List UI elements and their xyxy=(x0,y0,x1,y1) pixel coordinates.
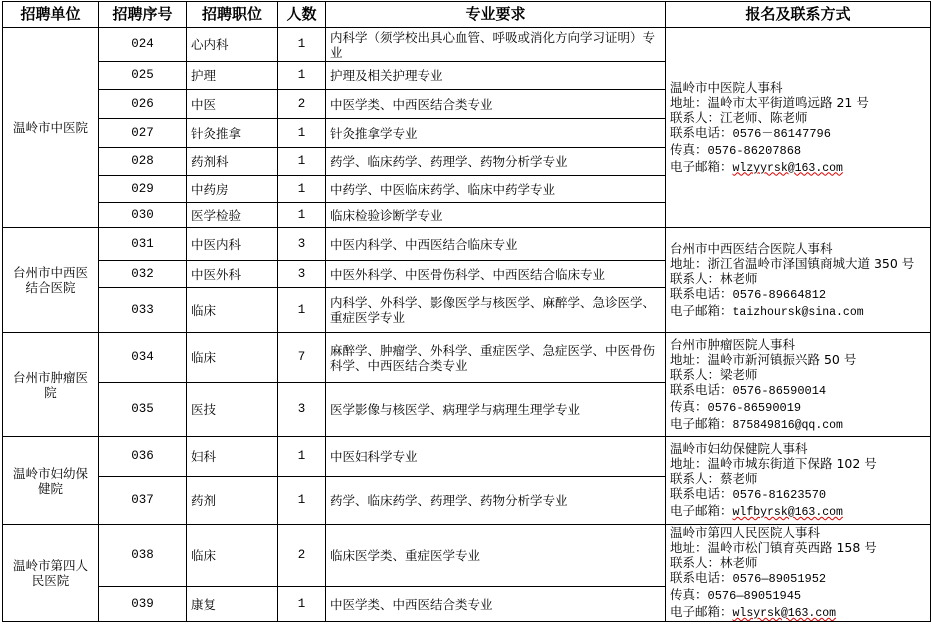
contact-dept: 台州市中西医结合医院人事科 xyxy=(670,240,833,256)
email-label: 电子邮箱： xyxy=(670,158,733,174)
contact-address: 地址：温岭市太平街道鸣远路 21 号 xyxy=(670,94,869,110)
email-link[interactable]: wlfbyrsk@163.com xyxy=(732,506,843,519)
position-cell: 药剂科 xyxy=(187,148,278,176)
contact-address: 地址：温岭市城东街道下保路 102 号 xyxy=(670,456,877,471)
email-link[interactable]: wlzyyrsk@163.com xyxy=(732,161,843,175)
count-cell: 1 xyxy=(278,288,326,333)
unit-name: 温岭市第四人民医院 xyxy=(3,525,99,622)
position-cell: 针灸推拿 xyxy=(187,119,278,148)
contact-person: 联系人：江老师、陈老师 xyxy=(670,109,808,125)
count-cell: 3 xyxy=(278,383,326,437)
fax-number: 0576—89051945 xyxy=(707,589,802,603)
code-cell: 035 xyxy=(99,383,187,437)
contact-dept: 温岭市第四人民医院人事科 xyxy=(670,525,821,540)
phone-number: 0576-89664812 xyxy=(732,287,827,302)
major-cell: 针灸推拿学专业 xyxy=(326,119,666,148)
email-label: 电子邮箱： xyxy=(670,302,733,318)
major-cell: 中医学类、中西医结合类专业 xyxy=(326,90,666,119)
count-cell: 1 xyxy=(278,62,326,90)
contact-person: 联系人：林老师 xyxy=(670,555,758,570)
phone-label: 联系电话： xyxy=(670,486,733,501)
count-cell: 2 xyxy=(278,525,326,587)
major-cell: 临床医学类、重症医学专业 xyxy=(326,525,666,587)
major-cell: 医学影像与核医学、病理学与病理生理学专业 xyxy=(326,383,666,437)
position-cell: 临床 xyxy=(187,333,278,383)
code-cell: 038 xyxy=(99,525,187,587)
count-cell: 1 xyxy=(278,148,326,176)
table-row xyxy=(3,28,931,62)
major-cell: 药学、临床药学、药理学、药物分析学专业 xyxy=(326,477,666,525)
header-count: 人数 xyxy=(278,2,326,28)
unit-name: 温岭市中医院 xyxy=(3,28,99,228)
major-cell: 药学、临床药学、药理学、药物分析学专业 xyxy=(326,148,666,176)
fax-label: 传真： xyxy=(670,398,708,414)
count-cell: 1 xyxy=(278,437,326,477)
position-cell: 心内科 xyxy=(187,28,278,62)
major-cell: 内科学、外科学、影像医学与核医学、麻醉学、急诊医学、重症医学专业 xyxy=(326,288,666,333)
contact-email-line xyxy=(670,416,926,433)
contact-phone-line xyxy=(670,570,926,587)
major-cell: 中医妇科学专业 xyxy=(326,437,666,477)
count-cell: 1 xyxy=(278,28,326,62)
fax-number: 0576-86207868 xyxy=(707,143,802,158)
position-cell: 中医 xyxy=(187,90,278,119)
phone-label: 联系电话： xyxy=(670,285,733,301)
contact-cell xyxy=(666,333,931,437)
position-cell: 中药房 xyxy=(187,176,278,203)
email-link[interactable]: taizhoursk@sina.com xyxy=(732,305,864,319)
phone-label: 联系电话： xyxy=(670,124,733,140)
table-row xyxy=(3,525,931,587)
contact-dept: 温岭市中医院人事科 xyxy=(670,79,783,95)
header-code: 招聘序号 xyxy=(99,2,187,28)
contact-person: 联系人：林老师 xyxy=(670,270,758,286)
code-cell: 029 xyxy=(99,176,187,203)
major-cell: 中医外科学、中医骨伤科学、中西医结合临床专业 xyxy=(326,261,666,288)
phone-number: 0576-81623570 xyxy=(732,488,827,502)
position-cell: 临床 xyxy=(187,525,278,587)
position-cell: 医学检验 xyxy=(187,203,278,228)
code-cell: 026 xyxy=(99,90,187,119)
code-cell: 034 xyxy=(99,333,187,383)
contact-email-line xyxy=(670,604,926,621)
contact-phone-line xyxy=(670,286,926,303)
count-cell: 3 xyxy=(278,228,326,261)
email-link[interactable]: wlsyrsk@163.com xyxy=(732,607,837,620)
contact-email-line xyxy=(670,503,926,520)
code-cell: 032 xyxy=(99,261,187,288)
unit-name: 台州市中西医结合医院 xyxy=(3,228,99,333)
contact-cell xyxy=(666,28,931,228)
contact-fax-line xyxy=(670,142,926,159)
major-cell: 内科学（须学校出具心血管、呼吸或消化方向学习证明）专业 xyxy=(326,28,666,62)
major-cell: 护理及相关护理专业 xyxy=(326,62,666,90)
code-cell: 036 xyxy=(99,437,187,477)
position-cell: 临床 xyxy=(187,288,278,333)
count-cell: 7 xyxy=(278,333,326,383)
unit-name: 台州市肿瘤医院 xyxy=(3,333,99,437)
position-cell: 药剂 xyxy=(187,477,278,525)
contact-email-line xyxy=(670,159,926,176)
email-label: 电子邮箱： xyxy=(670,415,733,431)
contact-person: 联系人：梁老师 xyxy=(670,366,758,382)
code-cell: 025 xyxy=(99,62,187,90)
count-cell: 1 xyxy=(278,477,326,525)
phone-number: 0576-86590014 xyxy=(732,383,827,398)
fax-number: 0576-86590019 xyxy=(707,400,802,415)
code-cell: 031 xyxy=(99,228,187,261)
header-unit: 招聘单位 xyxy=(3,2,99,28)
code-cell: 033 xyxy=(99,288,187,333)
phone-number: 0576—89051952 xyxy=(732,572,827,586)
header-major: 专业要求 xyxy=(326,2,666,28)
contact-dept: 温岭市妇幼保健院人事科 xyxy=(670,441,808,456)
code-cell: 027 xyxy=(99,119,187,148)
header-row xyxy=(3,2,931,28)
contact-fax-line xyxy=(670,587,926,604)
major-cell: 中医学类、中西医结合类专业 xyxy=(326,587,666,622)
phone-label: 联系电话： xyxy=(670,381,733,397)
code-cell: 028 xyxy=(99,148,187,176)
contact-phone-line xyxy=(670,125,926,142)
count-cell: 1 xyxy=(278,203,326,228)
major-cell: 临床检验诊断学专业 xyxy=(326,203,666,228)
contact-address: 地址：温岭市松门镇育英西路 158 号 xyxy=(670,540,877,555)
major-cell: 中医内科学、中西医结合临床专业 xyxy=(326,228,666,261)
code-cell: 039 xyxy=(99,587,187,622)
position-cell: 妇科 xyxy=(187,437,278,477)
contact-cell xyxy=(666,437,931,525)
email-label: 电子邮箱： xyxy=(670,604,733,619)
contact-phone-line xyxy=(670,486,926,503)
contact-dept: 台州市肿瘤医院人事科 xyxy=(670,336,796,352)
count-cell: 1 xyxy=(278,176,326,203)
unit-name: 温岭市妇幼保健院 xyxy=(3,437,99,525)
count-cell: 3 xyxy=(278,261,326,288)
contact-cell xyxy=(666,228,931,333)
position-cell: 康复 xyxy=(187,587,278,622)
contact-address: 地址：温岭市新河镇振兴路 50 号 xyxy=(670,351,857,367)
header-contact: 报名及联系方式 xyxy=(666,2,931,28)
major-cell: 麻醉学、肿瘤学、外科学、重症医学、急症医学、中医骨伤科学、中西医结合类专业 xyxy=(326,333,666,383)
count-cell: 2 xyxy=(278,90,326,119)
table-row xyxy=(3,228,931,261)
phone-number: 0576－86147796 xyxy=(732,126,831,141)
recruitment-table xyxy=(2,1,931,622)
table-row xyxy=(3,333,931,383)
contact-cell xyxy=(666,525,931,622)
position-cell: 中医内科 xyxy=(187,228,278,261)
major-cell: 中药学、中医临床药学、临床中药学专业 xyxy=(326,176,666,203)
fax-label: 传真： xyxy=(670,587,708,602)
fax-label: 传真： xyxy=(670,141,708,157)
email-link[interactable]: 875849816@qq.com xyxy=(732,418,843,432)
position-cell: 医技 xyxy=(187,383,278,437)
phone-label: 联系电话： xyxy=(670,570,733,585)
count-cell: 1 xyxy=(278,119,326,148)
contact-email-line xyxy=(670,303,926,320)
code-cell: 030 xyxy=(99,203,187,228)
position-cell: 中医外科 xyxy=(187,261,278,288)
contact-fax-line xyxy=(670,399,926,416)
code-cell: 037 xyxy=(99,477,187,525)
position-cell: 护理 xyxy=(187,62,278,90)
table-row xyxy=(3,437,931,477)
contact-address: 地址：浙江省温岭市泽国镇商城大道 350 号 xyxy=(670,255,915,271)
contact-phone-line xyxy=(670,382,926,399)
code-cell: 024 xyxy=(99,28,187,62)
email-label: 电子邮箱： xyxy=(670,503,733,518)
contact-person: 联系人：蔡老师 xyxy=(670,471,758,486)
header-position: 招聘职位 xyxy=(187,2,278,28)
count-cell: 1 xyxy=(278,587,326,622)
